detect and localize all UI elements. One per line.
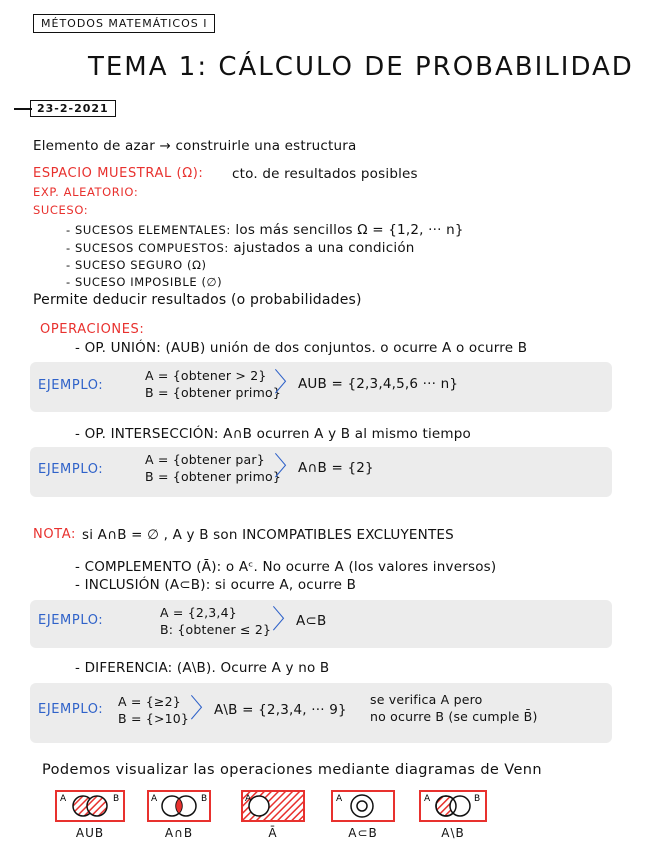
venn-diagrams <box>0 786 646 826</box>
venn-set-a-label: A <box>245 794 252 804</box>
chevron-right-icon: 〉 <box>274 452 301 482</box>
page-title: TEMA 1: CÁLCULO DE PROBABILIDAD <box>88 52 634 82</box>
example-set-a: A = {≥2} <box>118 694 181 709</box>
nota-text: si A∩B = ∅ , A y B son INCOMPATIBLES EXCLUYENTES <box>82 527 454 543</box>
venn-set-a-label: A <box>336 794 343 804</box>
example-label: EJEMPLO: <box>38 462 104 477</box>
complemento-line: - COMPLEMENTO (Ā): o Aᶜ. No ocurre A (los valores inversos) <box>75 559 497 575</box>
venn-inclusion-diagram <box>332 791 394 821</box>
suceso-item: - SUCESOS ELEMENTALES: los más sencillos Ω = {1,2, ··· n} <box>66 222 464 238</box>
venn-set-a-label: A <box>151 794 158 804</box>
venn-intersection-diagram <box>148 791 210 821</box>
example-set-b: B = {obtener primo} <box>145 385 281 400</box>
suceso-term: SUCESO: <box>33 203 89 217</box>
venn-label-union: AUB <box>75 826 105 840</box>
venn-label-complement: Ā <box>268 826 278 840</box>
example-set-a: A = {2,3,4} <box>160 605 237 620</box>
inclusion-line: - INCLUSIÓN (A⊂B): si ocurre A, ocurre B <box>75 577 357 593</box>
espacio-term: ESPACIO MUESTRAL (Ω): <box>33 166 204 181</box>
example-result: A∩B = {2} <box>298 460 374 476</box>
chevron-right-icon: 〉 <box>190 694 217 724</box>
example-set-b: B = {obtener primo} <box>145 469 281 484</box>
course-label: MÉTODOS MATEMÁTICOS I <box>33 14 215 33</box>
union-line: - OP. UNIÓN: (AUB) unión de dos conjuntos. o ocurre A o ocurre B <box>75 340 528 356</box>
venn-set-b-label: B <box>474 794 481 804</box>
suceso-item: - SUCESOS COMPUESTOS: ajustados a una condición <box>66 240 415 256</box>
chevron-right-icon: 〉 <box>274 368 301 398</box>
venn-set-a-label: A <box>60 794 67 804</box>
venn-difference-diagram <box>420 791 486 821</box>
permite-line: Permite deducir resultados (o probabilidades) <box>33 292 362 308</box>
date-label: 23-2-2021 <box>30 100 116 117</box>
venn-union-diagram <box>56 791 124 821</box>
intro-line: Elemento de azar → construirle una estructura <box>33 138 357 154</box>
example-set-b: B: {obtener ≤ 2} <box>160 622 272 637</box>
suceso-item: - SUCESO IMPOSIBLE (∅) <box>66 275 223 289</box>
example-result: AUB = {2,3,4,5,6 ··· n} <box>298 376 459 392</box>
example-label: EJEMPLO: <box>38 613 104 628</box>
venn-label-intersection: A∩B <box>164 826 194 840</box>
example-set-a: A = {obtener > 2} <box>145 368 267 383</box>
example-note: no ocurre B (se cumple B̄) <box>370 709 538 724</box>
example-label: EJEMPLO: <box>38 378 104 393</box>
example-set-a: A = {obtener par} <box>145 452 265 467</box>
nota-label: NOTA: <box>33 527 76 542</box>
chevron-right-icon: 〉 <box>272 605 299 635</box>
diferencia-line: - DIFERENCIA: (A\B). Ocurre A y no B <box>75 660 330 676</box>
venn-label-inclusion: A⊂B <box>348 826 378 840</box>
venn-complement-diagram <box>242 791 304 821</box>
venn-label-difference: A\B <box>441 826 465 840</box>
example-label: EJEMPLO: <box>38 702 104 717</box>
venn-set-b-label: B <box>113 794 120 804</box>
espacio-def: cto. de resultados posibles <box>232 166 418 182</box>
interseccion-line: - OP. INTERSECCIÓN: A∩B ocurren A y B al mismo tiempo <box>75 426 472 442</box>
example-result: A⊂B <box>296 613 327 629</box>
venn-caption: Podemos visualizar las operaciones mediante diagramas de Venn <box>42 762 542 778</box>
venn-set-b-label: B <box>201 794 208 804</box>
venn-set-a-label: A <box>424 794 431 804</box>
suceso-item: - SUCESO SEGURO (Ω) <box>66 258 207 272</box>
operaciones-heading: OPERACIONES: <box>40 322 145 337</box>
example-note: se verifica A pero <box>370 692 483 707</box>
example-result: A\B = {2,3,4, ··· 9} <box>214 702 347 718</box>
exp-aleatorio-term: EXP. ALEATORIO: <box>33 185 139 199</box>
example-set-b: B = {>10} <box>118 711 190 726</box>
